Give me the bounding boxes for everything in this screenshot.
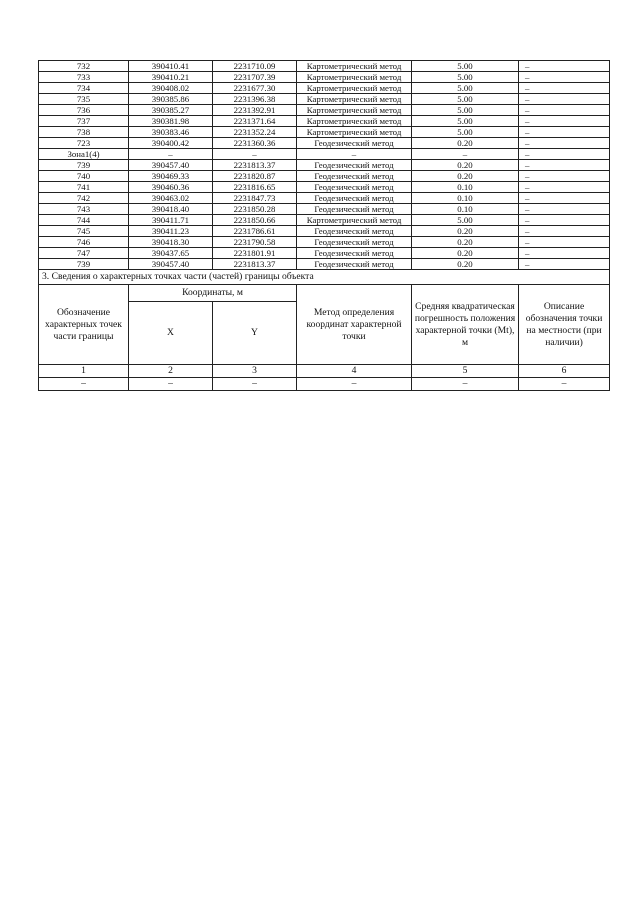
header-error: Средняя квадратическая погрешность положения характерной точки (Mt), м	[412, 285, 519, 365]
description-cell: –	[519, 215, 610, 226]
description-cell: –	[519, 160, 610, 171]
table-row	[39, 160, 610, 171]
description-cell: –	[519, 127, 610, 138]
empty-row	[39, 378, 610, 391]
x-coord-cell: 390457.40	[129, 259, 213, 270]
method-cell: Геодезический метод	[297, 160, 412, 171]
description-cell: –	[519, 237, 610, 248]
x-coord-cell: 390418.40	[129, 204, 213, 215]
method-cell: Геодезический метод	[297, 193, 412, 204]
description-cell: –	[519, 226, 610, 237]
header-description: Описание обозначения точки на местности (при наличии)	[519, 285, 610, 365]
method-cell: Геодезический метод	[297, 226, 412, 237]
error-cell: 5.00	[412, 127, 519, 138]
error-cell: 5.00	[412, 83, 519, 94]
header-method: Метод определения координат характерной точки	[297, 285, 412, 365]
description-cell: –	[519, 204, 610, 215]
column-number: 4	[297, 365, 412, 378]
header-y: Y	[213, 302, 297, 365]
point-id-cell: 740	[39, 171, 129, 182]
document-page	[38, 60, 609, 391]
y-coord-cell: 2231820.87	[213, 171, 297, 182]
y-coord-cell: 2231850.66	[213, 215, 297, 226]
point-id-cell: 723	[39, 138, 129, 149]
table-row	[39, 83, 610, 94]
table-row	[39, 182, 610, 193]
table-row	[39, 215, 610, 226]
description-cell: –	[519, 116, 610, 127]
point-id-cell: 733	[39, 72, 129, 83]
point-id-cell: 742	[39, 193, 129, 204]
error-cell: 5.00	[412, 72, 519, 83]
x-coord-cell: –	[129, 149, 213, 160]
error-cell: 5.00	[412, 105, 519, 116]
column-number: 5	[412, 365, 519, 378]
point-id-cell: 746	[39, 237, 129, 248]
description-cell: –	[519, 94, 610, 105]
error-cell: 0.10	[412, 193, 519, 204]
table-row	[39, 138, 610, 149]
y-coord-cell: 2231813.37	[213, 259, 297, 270]
error-cell: 0.20	[412, 160, 519, 171]
y-coord-cell: 2231710.09	[213, 61, 297, 72]
table-row	[39, 72, 610, 83]
method-cell: Картометрический метод	[297, 61, 412, 72]
description-cell: –	[519, 149, 610, 160]
y-coord-cell: 2231816.65	[213, 182, 297, 193]
x-coord-cell: 390385.27	[129, 105, 213, 116]
column-number: 2	[129, 365, 213, 378]
point-id-cell: 738	[39, 127, 129, 138]
column-number: 6	[519, 365, 610, 378]
column-number: 1	[39, 365, 129, 378]
error-cell: 5.00	[412, 116, 519, 127]
x-coord-cell: 390418.30	[129, 237, 213, 248]
table-row	[39, 61, 610, 72]
point-id-cell: 744	[39, 215, 129, 226]
error-cell: 5.00	[412, 94, 519, 105]
point-id-cell: 743	[39, 204, 129, 215]
method-cell: Геодезический метод	[297, 171, 412, 182]
x-coord-cell: 390457.40	[129, 160, 213, 171]
header-x: X	[129, 302, 213, 365]
point-id-cell: 736	[39, 105, 129, 116]
description-cell: –	[519, 259, 610, 270]
table-row	[39, 171, 610, 182]
method-cell: Геодезический метод	[297, 138, 412, 149]
table-row	[39, 237, 610, 248]
y-coord-cell: –	[213, 149, 297, 160]
empty-cell: –	[297, 378, 412, 391]
point-id-cell: 737	[39, 116, 129, 127]
points-table	[38, 60, 610, 270]
table-row	[39, 116, 610, 127]
y-coord-cell: 2231392.91	[213, 105, 297, 116]
method-cell: Картометрический метод	[297, 72, 412, 83]
error-cell: 0.20	[412, 259, 519, 270]
point-id-cell: 732	[39, 61, 129, 72]
error-cell: 0.20	[412, 226, 519, 237]
empty-cell: –	[213, 378, 297, 391]
point-id-cell: 739	[39, 160, 129, 171]
method-cell: Геодезический метод	[297, 204, 412, 215]
description-cell: –	[519, 193, 610, 204]
y-coord-cell: 2231360.36	[213, 138, 297, 149]
y-coord-cell: 2231677.30	[213, 83, 297, 94]
method-cell: Геодезический метод	[297, 182, 412, 193]
section3-table	[38, 270, 610, 391]
table-row	[39, 259, 610, 270]
x-coord-cell: 390411.71	[129, 215, 213, 226]
description-cell: –	[519, 105, 610, 116]
description-cell: –	[519, 171, 610, 182]
method-cell: Геодезический метод	[297, 259, 412, 270]
table-row	[39, 127, 610, 138]
error-cell: 0.10	[412, 182, 519, 193]
description-cell: –	[519, 248, 610, 259]
x-coord-cell: 390460.36	[129, 182, 213, 193]
method-cell: Картометрический метод	[297, 116, 412, 127]
x-coord-cell: 390381.98	[129, 116, 213, 127]
method-cell: Картометрический метод	[297, 94, 412, 105]
empty-cell: –	[129, 378, 213, 391]
point-id-cell: 741	[39, 182, 129, 193]
table-row	[39, 248, 610, 259]
error-cell: 0.20	[412, 237, 519, 248]
method-cell: Геодезический метод	[297, 237, 412, 248]
point-id-cell: 739	[39, 259, 129, 270]
y-coord-cell: 2231790.58	[213, 237, 297, 248]
x-coord-cell: 390400.42	[129, 138, 213, 149]
description-cell: –	[519, 138, 610, 149]
table-row	[39, 204, 610, 215]
column-numbers-row	[39, 365, 610, 378]
description-cell: –	[519, 182, 610, 193]
y-coord-cell: 2231352.24	[213, 127, 297, 138]
table-row	[39, 193, 610, 204]
description-cell: –	[519, 72, 610, 83]
point-id-cell: 734	[39, 83, 129, 94]
error-cell: 0.10	[412, 204, 519, 215]
point-id-cell: 735	[39, 94, 129, 105]
column-number: 3	[213, 365, 297, 378]
x-coord-cell: 390469.33	[129, 171, 213, 182]
section3-title: 3. Сведения о характерных точках части (частей) границы объекта	[39, 270, 610, 285]
y-coord-cell: 2231847.73	[213, 193, 297, 204]
table-row	[39, 149, 610, 160]
x-coord-cell: 390410.21	[129, 72, 213, 83]
method-cell: Картометрический метод	[297, 215, 412, 226]
empty-cell: –	[412, 378, 519, 391]
description-cell: –	[519, 83, 610, 94]
point-id-cell: 747	[39, 248, 129, 259]
y-coord-cell: 2231396.38	[213, 94, 297, 105]
header-coordinates: Координаты, м	[129, 285, 297, 302]
description-cell: –	[519, 61, 610, 72]
table-row	[39, 226, 610, 237]
x-coord-cell: 390385.86	[129, 94, 213, 105]
error-cell: 5.00	[412, 61, 519, 72]
method-cell: Геодезический метод	[297, 248, 412, 259]
y-coord-cell: 2231707.39	[213, 72, 297, 83]
error-cell: 5.00	[412, 215, 519, 226]
table-row	[39, 105, 610, 116]
x-coord-cell: 390410.41	[129, 61, 213, 72]
point-id-cell: 745	[39, 226, 129, 237]
x-coord-cell: 390408.02	[129, 83, 213, 94]
method-cell: Картометрический метод	[297, 83, 412, 94]
y-coord-cell: 2231850.28	[213, 204, 297, 215]
point-id-cell: Зона1(4)	[39, 149, 129, 160]
error-cell: –	[412, 149, 519, 160]
method-cell: Картометрический метод	[297, 105, 412, 116]
method-cell: –	[297, 149, 412, 160]
error-cell: 0.20	[412, 171, 519, 182]
x-coord-cell: 390463.02	[129, 193, 213, 204]
method-cell: Картометрический метод	[297, 127, 412, 138]
x-coord-cell: 390383.46	[129, 127, 213, 138]
header-designation: Обозначение характерных точек части границы	[39, 285, 129, 365]
empty-cell: –	[39, 378, 129, 391]
error-cell: 0.20	[412, 138, 519, 149]
y-coord-cell: 2231813.37	[213, 160, 297, 171]
y-coord-cell: 2231801.91	[213, 248, 297, 259]
y-coord-cell: 2231786.61	[213, 226, 297, 237]
table-row	[39, 94, 610, 105]
empty-cell: –	[519, 378, 610, 391]
x-coord-cell: 390437.65	[129, 248, 213, 259]
error-cell: 0.20	[412, 248, 519, 259]
y-coord-cell: 2231371.64	[213, 116, 297, 127]
x-coord-cell: 390411.23	[129, 226, 213, 237]
